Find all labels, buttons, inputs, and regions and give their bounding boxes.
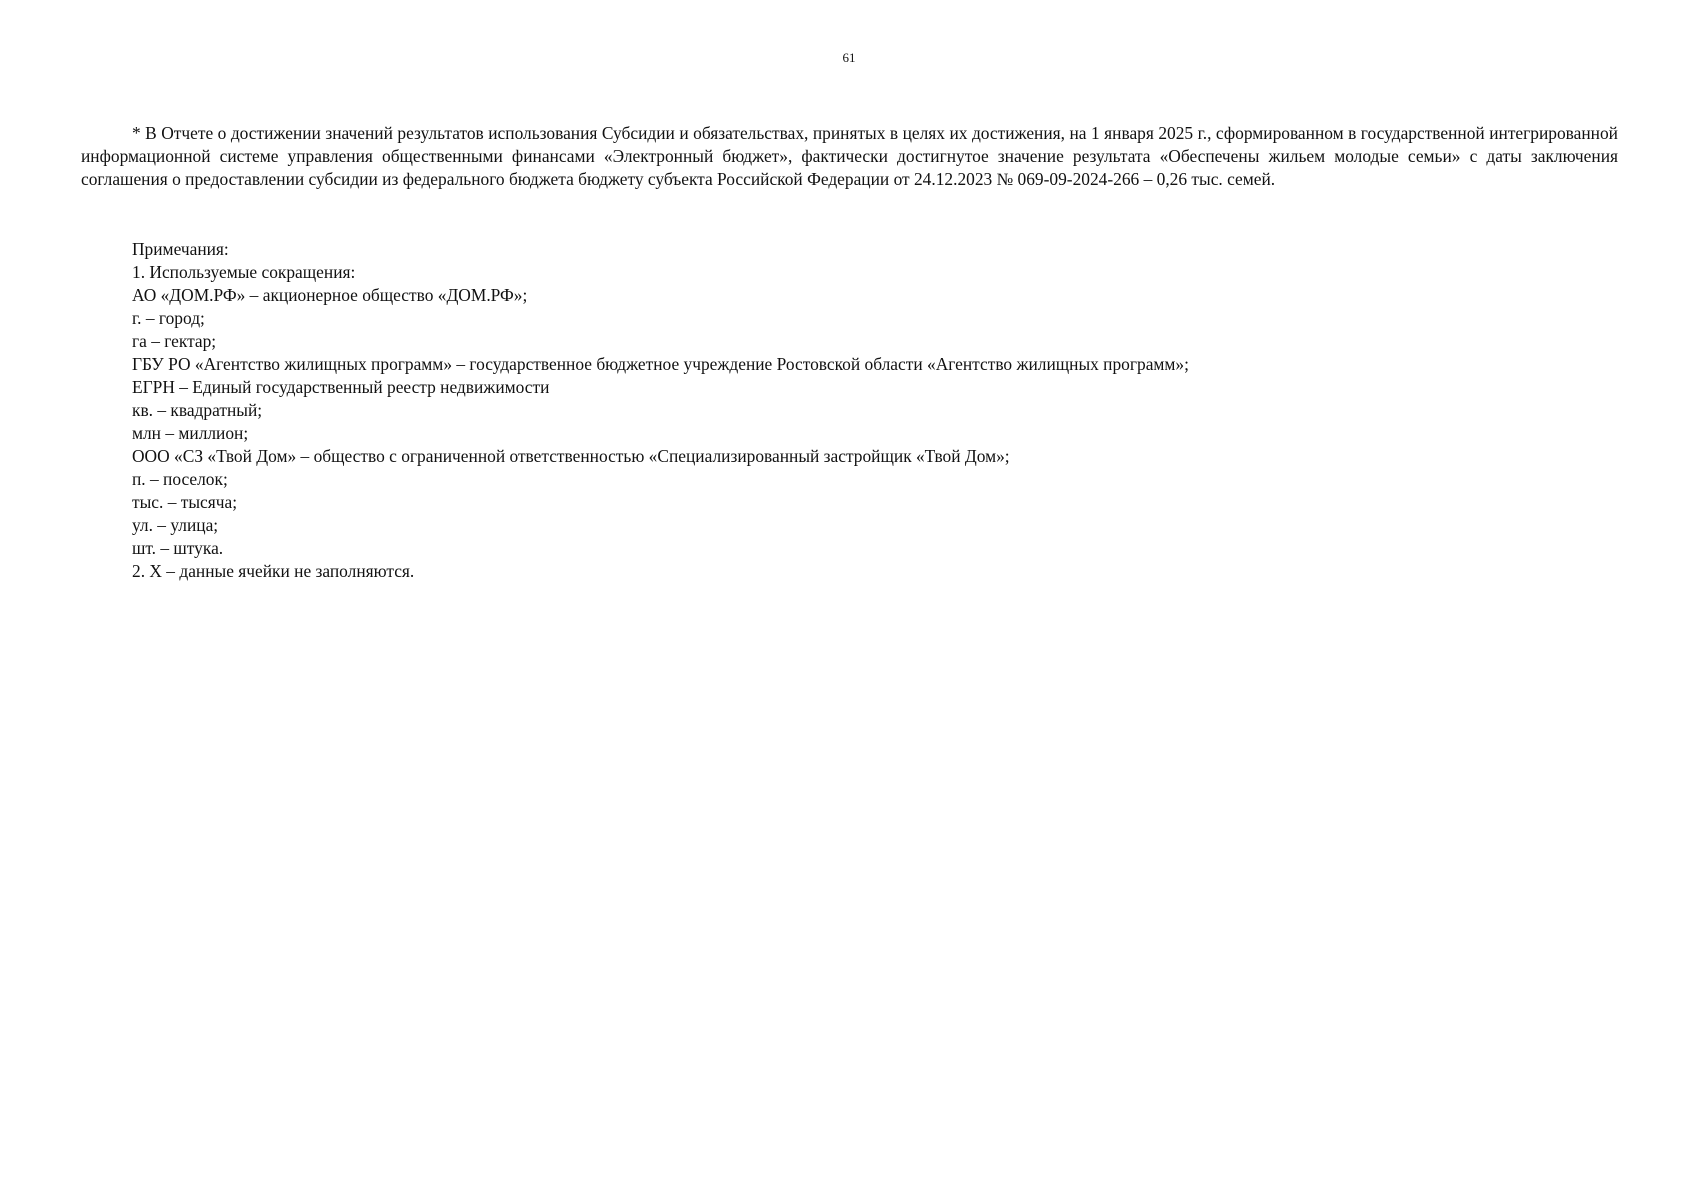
abbreviations-list xyxy=(132,284,1612,560)
abbreviation-item: ООО «СЗ «Твой Дом» – общество с ограниченной ответственностью «Специализированный застройщик «Твой Дом»; xyxy=(132,446,1010,466)
abbreviation-item: г. – город; xyxy=(132,308,205,328)
abbreviation-item: ГБУ РО «Агентство жилищных программ» – государственное бюджетное учреждение Ростовской области «Агентство жилищных программ»; xyxy=(132,354,1189,374)
abbreviation-item: млн – миллион; xyxy=(132,423,249,443)
abbreviation-item: АО «ДОМ.РФ» – акционерное общество «ДОМ.РФ»; xyxy=(132,285,528,305)
abbreviations-title: 1. Используемые сокращения: xyxy=(132,262,356,282)
abbreviation-item: кв. – квадратный; xyxy=(132,400,263,420)
abbreviation-item: ЕГРН – Единый государственный реестр недвижимости xyxy=(132,377,550,397)
abbreviation-item: шт. – штука. xyxy=(132,538,224,558)
abbreviation-item: га – гектар; xyxy=(132,331,217,351)
note-item-2: 2. Х – данные ячейки не заполняются. xyxy=(132,561,415,581)
abbreviation-item: п. – поселок; xyxy=(132,469,228,489)
abbreviation-item: ул. – улица; xyxy=(132,515,219,535)
page-number: 61 xyxy=(842,50,856,65)
notes-heading: Примечания: xyxy=(132,239,229,259)
notes-section xyxy=(132,238,1612,583)
footnote-paragraph: * В Отчете о достижении значений результатов использования Субсидии и обязательствах, принятых в целях их достижения, на 1 января 2025 г., сформированном в государственной интегрированной информационной системе управления общественными финансами «Электронный бюджет», фактически достигнутое значение результата «Обеспечены жильем молодые семьи» с даты заключения соглашения о предоставлении субсидии из федерального бюджета бюджету субъекта Российской Федерации от 24.12.2023 № 069-09-2024-266 – 0,26 тыс. семей. xyxy=(81,123,1618,189)
abbreviation-item: тыс. – тысяча; xyxy=(132,492,238,512)
